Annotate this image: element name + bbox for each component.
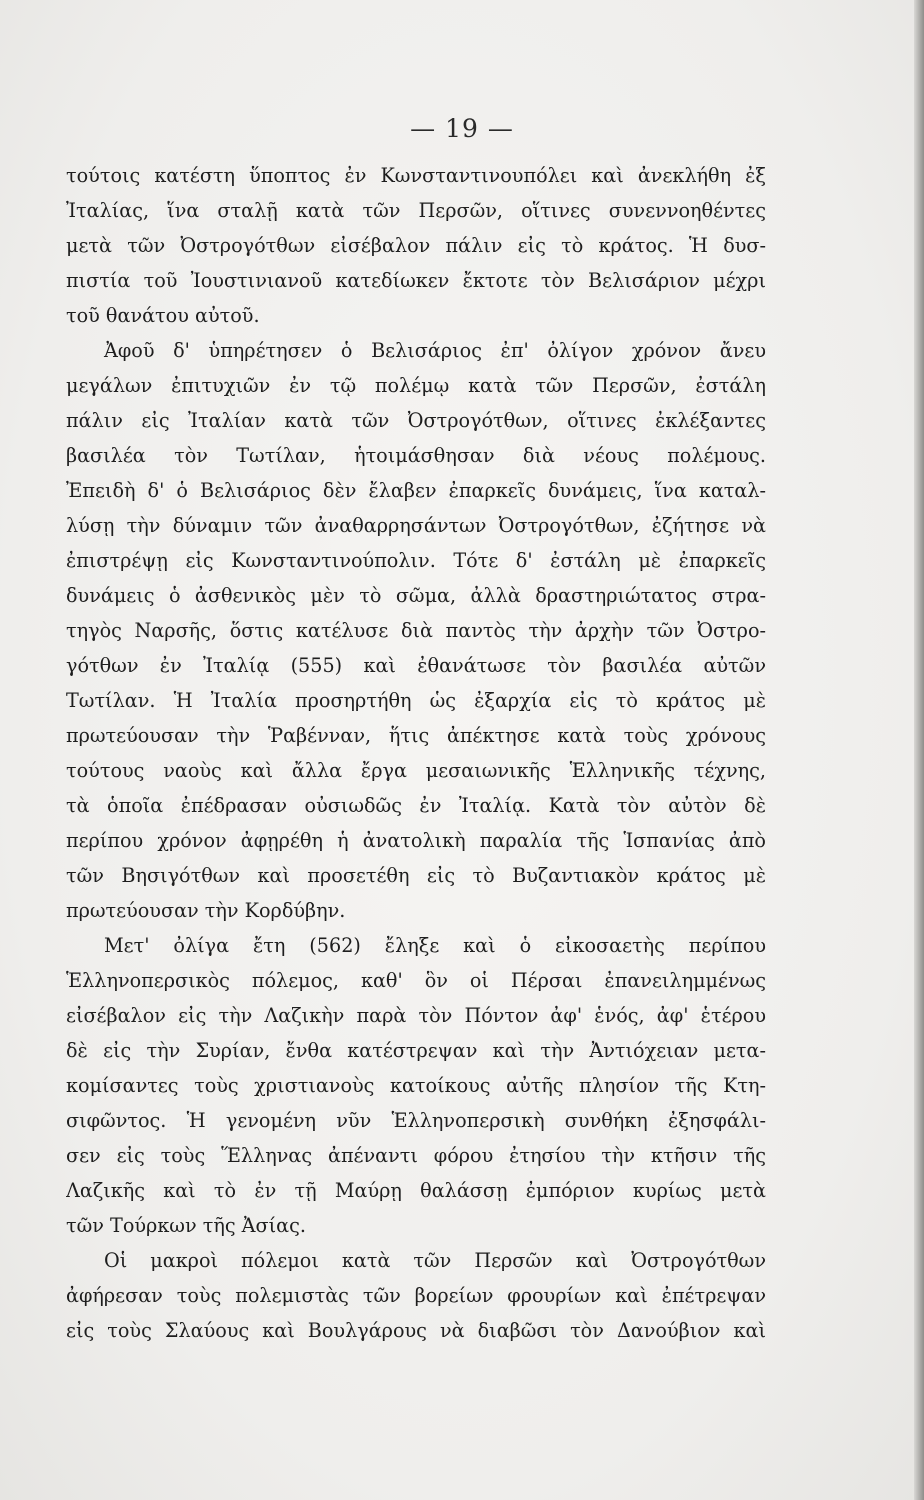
text-line: τῶν Τούρκων τῆς Ἀσίας. <box>66 1214 306 1237</box>
text-line: τηγὸς Ναρσῆς, ὅστις κατέλυσε διὰ παντὸς τὴν ἀρχὴν τῶν Ὀστρο- <box>66 619 766 642</box>
text-line: τῶν Βησιγότθων καὶ προσετέθη εἰς τὸ Βυζαντιακὸν κράτος μὲ <box>66 864 766 887</box>
text-line: περίπου χρόνον ἀφῃρέθη ἡ ἀνατολικὴ παραλία τῆς Ἱσπανίας ἀπὸ <box>66 829 766 852</box>
text-line: εἰσέβαλον εἰς τὴν Λαζικὴν παρὰ τὸν Πόντον ἀφ' ἑνός, ἀφ' ἑτέρου <box>66 1004 766 1027</box>
paragraph-first-line: Οἱ μακροὶ πόλεμοι κατὰ τῶν Περσῶν καὶ Ὀστρογότθων <box>104 1249 766 1272</box>
page-edge-shadow <box>914 0 924 1500</box>
text-line: Ἐπειδὴ δ' ὁ Βελισάριος δὲν ἔλαβεν ἐπαρκεῖς δυνάμεις, ἵνα καταλ- <box>66 479 766 502</box>
text-line: γότθων ἐν Ἰταλίᾳ (555) καὶ ἐθανάτωσε τὸν βασιλέα αὐτῶν <box>66 654 766 677</box>
paragraph-first-line: Ἀφοῦ δ' ὑπηρέτησεν ὁ Βελισάριος ἐπ' ὀλίγον χρόνον ἄνευ <box>104 339 766 362</box>
text-line: λύσῃ τὴν δύναμιν τῶν ἀναθαρρησάντων Ὀστρογότθων, ἐζήτησε νὰ <box>66 514 766 537</box>
text-line: πάλιν εἰς Ἰταλίαν κατὰ τῶν Ὀστρογότθων, οἵτινες ἐκλέξαντες <box>66 409 766 432</box>
text-line: σιφῶντος. Ἡ γενομένη νῦν Ἑλληνοπερσικὴ συνθήκη ἐξησφάλι- <box>66 1109 766 1132</box>
body-text <box>66 158 766 1348</box>
text-line: μεγάλων ἐπιτυχιῶν ἐν τῷ πολέμῳ κατὰ τῶν Περσῶν, ἐστάλη <box>66 374 766 397</box>
text-line: Ἰταλίας, ἵνα σταλῇ κατὰ τῶν Περσῶν, οἵτινες συνεννοηθέντες <box>66 199 766 222</box>
text-line: δὲ εἰς τὴν Συρίαν, ἔνθα κατέστρεψαν καὶ τὴν Ἀντιόχειαν μετα- <box>66 1039 766 1062</box>
paragraph-first-line: Μετ' ὀλίγα ἔτη (562) ἔληξε καὶ ὁ εἰκοσαετὴς περίπου <box>104 934 766 957</box>
text-line: εἰς τοὺς Σλαύους καὶ Βουλγάρους νὰ διαβῶσι τὸν Δανούβιον καὶ <box>66 1319 766 1342</box>
text-line: Τωτίλαν. Ἡ Ἰταλία προσηρτήθη ὡς ἐξαρχία εἰς τὸ κράτος μὲ <box>66 689 766 712</box>
text-line: τοῦ θανάτου αὐτοῦ. <box>66 304 260 327</box>
text-line: πρωτεύουσαν τὴν Ῥαβένναν, ἥτις ἀπέκτησε κατὰ τοὺς χρόνους <box>66 724 766 747</box>
text-line: Λαζικῆς καὶ τὸ ἐν τῇ Μαύρῃ θαλάσσῃ ἐμπόριον κυρίως μετὰ <box>66 1179 766 1202</box>
text-line: πιστία τοῦ Ἰουστινιανοῦ κατεδίωκεν ἔκτοτε τὸν Βελισάριον μέχρι <box>66 269 766 292</box>
text-line: Ἑλληνοπερσικὸς πόλεμος, καθ' ὃν οἱ Πέρσαι ἐπανειλημμένως <box>66 969 766 992</box>
text-line: τὰ ὁποῖα ἐπέδρασαν οὐσιωδῶς ἐν Ἰταλίᾳ. Κατὰ τὸν αὐτὸν δὲ <box>66 794 766 817</box>
text-line: δυνάμεις ὁ ἀσθενικὸς μὲν τὸ σῶμα, ἀλλὰ δραστηριώτατος στρα- <box>66 584 766 607</box>
text-line: τούτους ναοὺς καὶ ἄλλα ἔργα μεσαιωνικῆς Ἑλληνικῆς τέχνης, <box>66 759 766 782</box>
text-line: ἐπιστρέψῃ εἰς Κωνσταντινούπολιν. Τότε δ' ἐστάλη μὲ ἐπαρκεῖς <box>66 549 766 572</box>
text-line: σεν εἰς τοὺς Ἕλληνας ἀπέναντι φόρου ἐτησίου τὴν κτῆσιν τῆς <box>66 1144 766 1167</box>
text-line: βασιλέα τὸν Τωτίλαν, ἡτοιμάσθησαν διὰ νέους πολέμους. <box>66 444 766 467</box>
text-line: μετὰ τῶν Ὀστρογότθων εἰσέβαλον πάλιν εἰς τὸ κράτος. Ἡ δυσ- <box>66 234 766 257</box>
text-line: κομίσαντες τοὺς χριστιανοὺς κατοίκους αὐτῆς πλησίον τῆς Κτη- <box>66 1074 766 1097</box>
text-line: τούτοις κατέστη ὕποπτος ἐν Κωνσταντινουπόλει καὶ ἀνεκλήθη ἐξ <box>66 164 766 187</box>
page-number: — 19 — <box>410 114 514 143</box>
text-line: πρωτεύουσαν τὴν Κορδύβην. <box>66 899 346 922</box>
text-line: ἀφήρεσαν τοὺς πολεμιστὰς τῶν βορείων φρουρίων καὶ ἐπέτρεψαν <box>66 1284 766 1307</box>
